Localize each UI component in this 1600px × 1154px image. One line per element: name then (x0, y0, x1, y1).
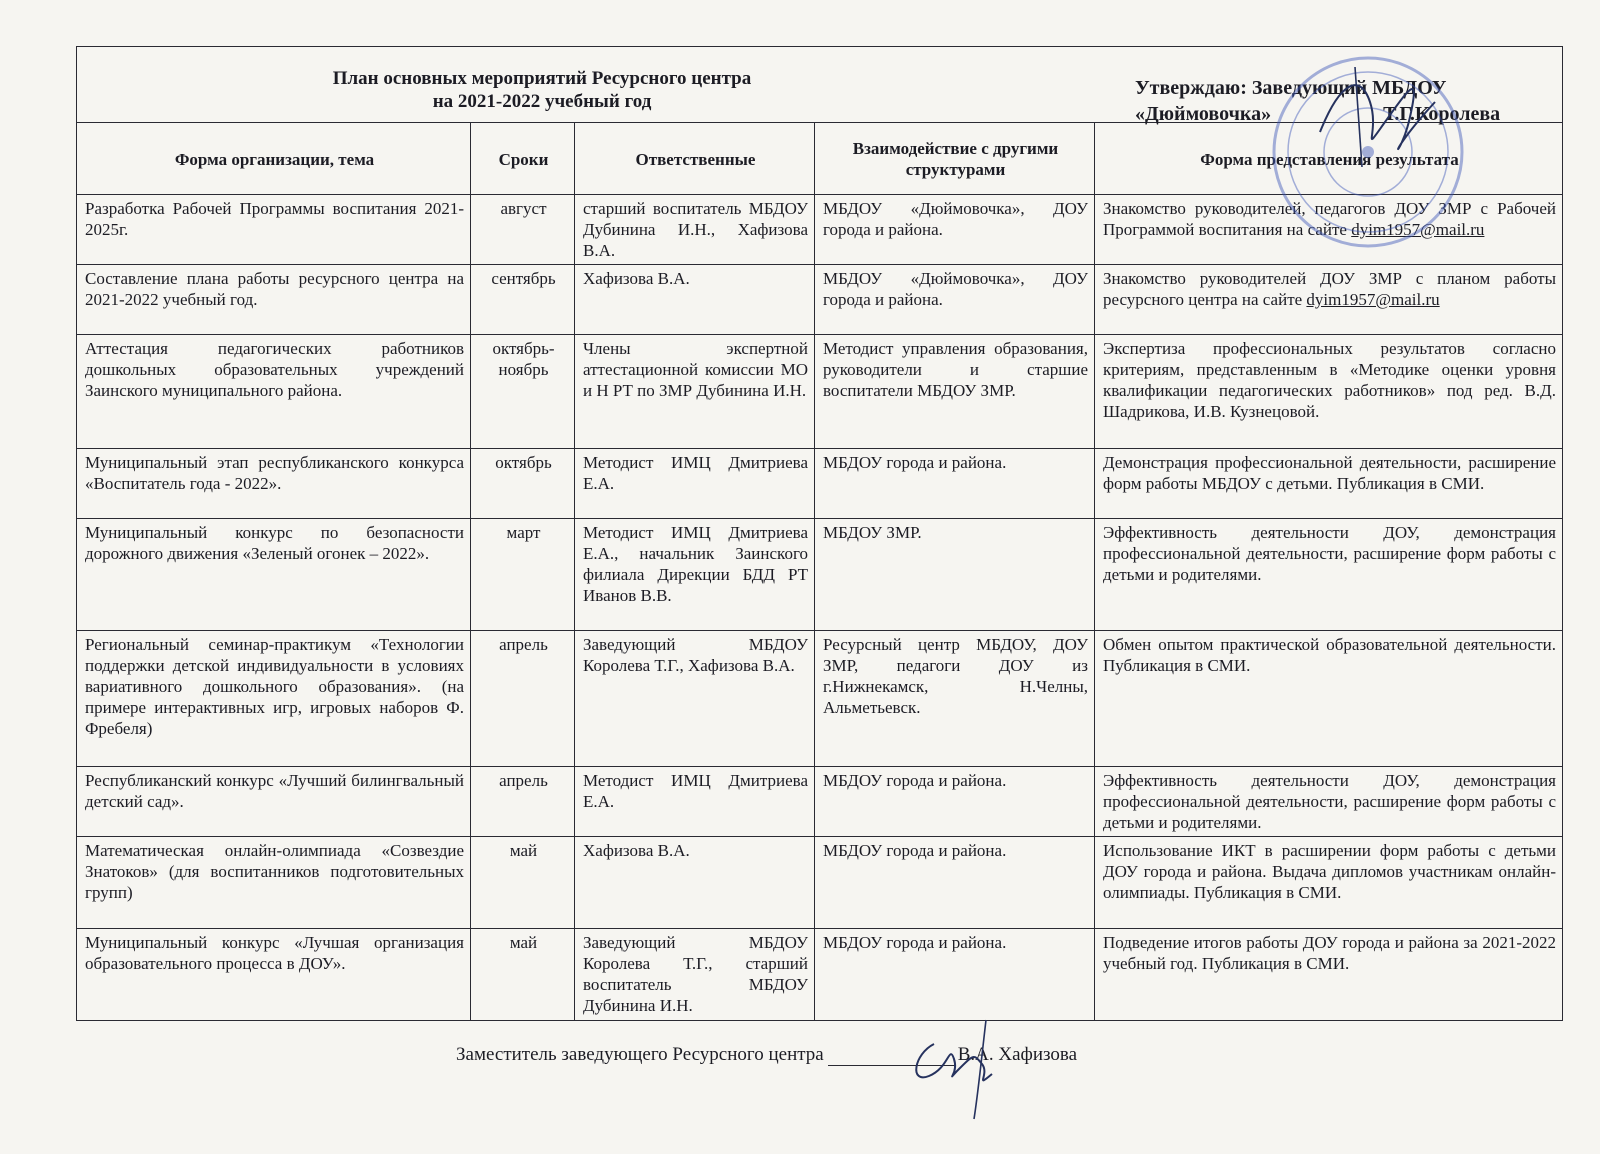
cell-topic: Республиканский конкурс «Лучший билингвальный детский сад». (77, 767, 471, 837)
col-header-interaction: Взаимодействие с другими структурами (815, 123, 1095, 195)
deputy-signature (904, 1014, 1012, 1124)
cell-interaction: Методист управления образования, руководители и старшие воспитатели МБДОУ ЗМР. (815, 335, 1095, 449)
cell-interaction: МБДОУ города и района. (815, 837, 1095, 929)
cell-interaction: Ресурсный центр МБДОУ, ДОУ ЗМР, педагоги ДОУ из г.Нижнекамск, Н.Челны, Альметьевск. (815, 631, 1095, 767)
document-title: План основных мероприятий Ресурсного центра на 2021-2022 учебный год (332, 68, 752, 112)
cell-result: Эффективность деятельности ДОУ, демонстрация профессиональной деятельности, расширение форм работы с детьми и родителями. (1095, 767, 1563, 837)
cell-result: Знакомство руководителей, педагогов ДОУ ЗМР с Рабочей Программой воспитания на сайте dyim1957@mail.ru (1095, 195, 1563, 265)
cell-responsible: Методист ИМЦ Дмитриева Е.А., начальник Заинского филиала Дирекции БДД РТ Иванов В.В. (575, 519, 815, 631)
cell-dates: май (471, 929, 575, 1021)
cell-interaction: МБДОУ города и района. (815, 767, 1095, 837)
cell-topic: Разработка Рабочей Программы воспитания 2021-2025г. (77, 195, 471, 265)
cell-topic: Региональный семинар-практикум «Технологии поддержки детской индивидуальности в условиях вариативного дошкольного образования». (на примере интерактивных игр, игровых наборов Ф. Фребеля) (77, 631, 471, 767)
col-header-result: Форма представления результата (1095, 123, 1563, 195)
cell-topic: Муниципальный конкурс по безопасности дорожного движения «Зеленый огонек – 2022». (77, 519, 471, 631)
approval-position: Утверждаю: Заведующий МБДОУ (1135, 77, 1447, 99)
site-link[interactable]: dyim1957@mail.ru (1306, 290, 1440, 309)
cell-responsible: Методист ИМЦ Дмитриева Е.А. (575, 449, 815, 519)
cell-responsible: Заведующий МБДОУ Королева Т.Г., старший воспитатель МБДОУ Дубинина И.Н. (575, 929, 815, 1021)
cell-result: Знакомство руководителей ДОУ ЗМР с планом работы ресурсного центра на сайте dyim1957@mail.ru (1095, 265, 1563, 335)
cell-dates: сентябрь (471, 265, 575, 335)
cell-result: Демонстрация профессиональной деятельности, расширение форм работы МБДОУ с детьми. Публикация в СМИ. (1095, 449, 1563, 519)
signature-label: Заместитель заведующего Ресурсного центра (456, 1044, 824, 1065)
signature-name: В.А. Хафизова (957, 1044, 1078, 1065)
cell-topic: Муниципальный этап республиканского конкурса «Воспитатель года - 2022». (77, 449, 471, 519)
cell-topic: Аттестация педагогических работников дошкольных образовательных учреждений Заинского муниципального района. (77, 335, 471, 449)
table-row (77, 519, 1563, 631)
cell-result: Подведение итогов работы ДОУ города и района за 2021-2022 учебный год. Публикация в СМИ. (1095, 929, 1563, 1021)
cell-responsible: Хафизова В.А. (575, 265, 815, 335)
cell-dates: октябрь-ноябрь (471, 335, 575, 449)
cell-result: Использование ИКТ в расширении форм работы с детьми ДОУ города и района. Выдача дипломов участникам онлайн-олимпиады. Публикация в СМИ. (1095, 837, 1563, 929)
cell-dates: апрель (471, 631, 575, 767)
cell-result: Экспертиза профессиональных результатов согласно критериям, представленным в «Методике оценки уровня квалификации педагогических работников» под ред. В.Д. Шадрикова, И.В. Кузнецовой. (1095, 335, 1563, 449)
cell-result: Обмен опытом практической образовательной деятельности. Публикация в СМИ. (1095, 631, 1563, 767)
cell-responsible: старший воспитатель МБДОУ Дубинина И.Н., Хафизова В.А. (575, 195, 815, 265)
cell-responsible: Методист ИМЦ Дмитриева Е.А. (575, 767, 815, 837)
table-row (77, 929, 1563, 1021)
cell-responsible: Заведующий МБДОУ Королева Т.Г., Хафизова В.А. (575, 631, 815, 767)
table-row (77, 837, 1563, 929)
col-header-dates: Сроки (471, 123, 575, 195)
cell-dates: май (471, 837, 575, 929)
cell-responsible: Хафизова В.А. (575, 837, 815, 929)
cell-interaction: МБДОУ «Дюймовочка», ДОУ города и района. (815, 195, 1095, 265)
cell-interaction: МБДОУ ЗМР. (815, 519, 1095, 631)
cell-interaction: МБДОУ «Дюймовочка», ДОУ города и района. (815, 265, 1095, 335)
cell-topic: Составление плана работы ресурсного центра на 2021-2022 учебный год. (77, 265, 471, 335)
approval-name: Т.Г.Королева (1383, 103, 1501, 125)
cell-interaction: МБДОУ города и района. (815, 929, 1095, 1021)
approval-org: «Дюймовочка» (1135, 103, 1272, 125)
table-row (77, 449, 1563, 519)
cell-result: Эффективность деятельности ДОУ, демонстрация профессиональной деятельности, расширение форм работы с детьми и родителями. (1095, 519, 1563, 631)
cell-topic: Муниципальный конкурс «Лучшая организация образовательного процесса в ДОУ». (77, 929, 471, 1021)
cell-topic: Математическая онлайн-олимпиада «Созвездие Знатоков» (для воспитанников подготовительных групп) (77, 837, 471, 929)
director-signature (1300, 62, 1450, 172)
site-link[interactable]: dyim1957@mail.ru (1351, 220, 1485, 239)
table-row (77, 767, 1563, 837)
cell-interaction: МБДОУ города и района. (815, 449, 1095, 519)
table-row (77, 265, 1563, 335)
col-header-responsible: Ответственные (575, 123, 815, 195)
col-header-topic: Форма организации, тема (77, 123, 471, 195)
cell-responsible: Члены экспертной аттестационной комиссии МО и Н РТ по ЗМР Дубинина И.Н. (575, 335, 815, 449)
cell-dates: август (471, 195, 575, 265)
table-row (77, 335, 1563, 449)
cell-dates: апрель (471, 767, 575, 837)
cell-dates: март (471, 519, 575, 631)
cell-dates: октябрь (471, 449, 575, 519)
table-row (77, 631, 1563, 767)
